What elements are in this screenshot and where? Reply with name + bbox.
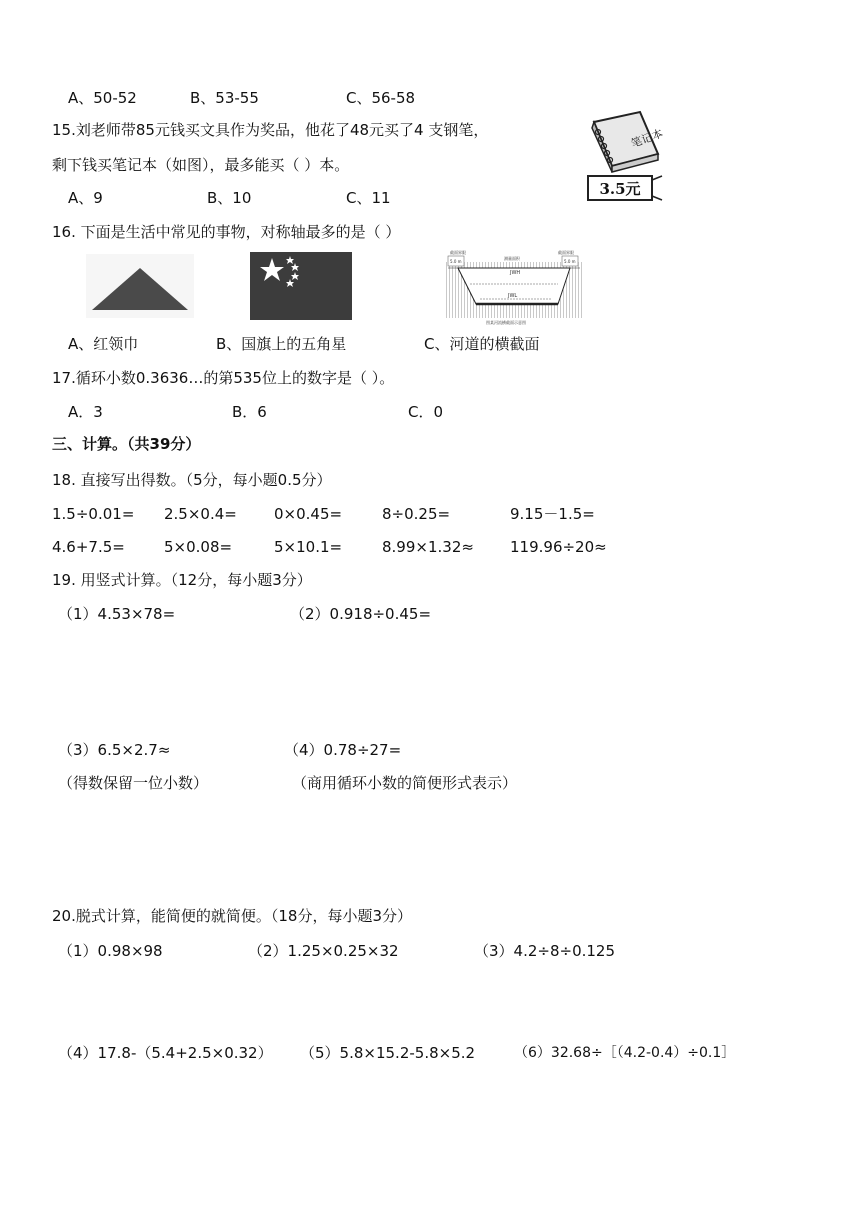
- q15-option-c: C、11: [346, 189, 391, 207]
- q19-part4: （4）0.78÷27=: [284, 741, 402, 759]
- q18-r2-1: 4.6+7.5=: [52, 538, 125, 556]
- q15-option-a: A、9: [68, 189, 103, 207]
- q18-r1-5: 9.15－1.5=: [510, 505, 595, 523]
- svg-text:截面界限: 截面界限: [558, 250, 574, 255]
- q20-part1: （1）0.98×98: [58, 942, 163, 960]
- price-tag: 3.5元: [599, 180, 641, 198]
- q17-question: 17.循环小数0.3636…的第535位上的数字是（ ）。: [52, 369, 395, 387]
- section-title: 三、计算。（共39分）: [52, 435, 201, 453]
- q19-part4-note: （商用循环小数的简便形式表示）: [292, 774, 518, 792]
- red-scarf-image: [86, 254, 194, 318]
- river-cross-section-image: [446, 244, 582, 326]
- q20-part6: （6）32.68÷［（4.2-0.4）÷0.1］: [514, 1045, 736, 1061]
- svg-text:JWL: JWL: [508, 293, 518, 299]
- q18-title: 18. 直接写出得数。（5分，每小题0.5分）: [52, 471, 332, 489]
- q19-part3: （3）6.5×2.7≈: [58, 741, 171, 759]
- q18-r1-3: 0×0.45=: [274, 505, 343, 523]
- q18-r1-4: 8÷0.25=: [382, 505, 451, 523]
- notebook-title: 笔记本: [629, 126, 664, 151]
- q15-line2: 剩下钱买笔记本（如图），最多能买（ ）本。: [52, 156, 350, 174]
- q20-part4: （4）17.8-（5.4+2.5×0.32）: [58, 1044, 273, 1062]
- q18-r1-1: 1.5÷0.01=: [52, 505, 135, 523]
- q20-part5: （5）5.8×15.2-5.8×5.2: [300, 1044, 476, 1062]
- q16-option-a: A、红领巾: [68, 335, 139, 353]
- q15-option-b: B、10: [207, 189, 252, 207]
- q16-option-b: B、国旗上的五角星: [216, 335, 347, 353]
- svg-text:JWH: JWH: [510, 270, 521, 276]
- q19-part1: （1）4.53×78=: [58, 605, 176, 623]
- notebook-image: [584, 110, 664, 204]
- svg-text:5.0 m: 5.0 m: [564, 259, 576, 264]
- q16-question: 16. 下面是生活中常见的事物，对称轴最多的是（ ）: [52, 223, 401, 241]
- q18-r2-3: 5×10.1=: [274, 538, 343, 556]
- svg-text:5.0 m: 5.0 m: [450, 259, 462, 264]
- q18-r1-2: 2.5×0.4=: [164, 505, 237, 523]
- q20-part3: （3）4.2÷8÷0.125: [474, 942, 616, 960]
- q17-option-c: C．0: [408, 403, 444, 421]
- q17-option-a: A．3: [68, 403, 103, 421]
- q20-title: 20.脱式计算，能简便的就简便。（18分，每小题3分）: [52, 907, 412, 925]
- svg-text:图某河流横截面示意图: 图某河流横截面示意图: [486, 320, 526, 325]
- q18-r2-4: 8.99×1.32≈: [382, 538, 474, 556]
- q14-option-a: A、50-52: [68, 89, 137, 107]
- q14-option-c: C、56-58: [346, 89, 416, 107]
- national-flag-image: [250, 252, 352, 320]
- svg-text:截面界限: 截面界限: [450, 250, 466, 255]
- q14-option-b: B、53-55: [190, 89, 259, 107]
- svg-text:测量面积: 测量面积: [504, 256, 520, 261]
- q16-option-c: C、河道的横截面: [424, 335, 540, 353]
- q18-r2-5: 119.96÷20≈: [510, 538, 607, 556]
- q17-option-b: B．6: [232, 403, 267, 421]
- q20-part2: （2）1.25×0.25×32: [248, 942, 399, 960]
- q15-line1: 15.刘老师带85元钱买文具作为奖品，他花了48元买了4 支钢笔，: [52, 121, 489, 139]
- q18-r2-2: 5×0.08=: [164, 538, 233, 556]
- q19-title: 19. 用竖式计算。（12分，每小题3分）: [52, 571, 312, 589]
- q19-part2: （2）0.918÷0.45=: [290, 605, 432, 623]
- q19-part3-note: （得数保留一位小数）: [58, 774, 209, 792]
